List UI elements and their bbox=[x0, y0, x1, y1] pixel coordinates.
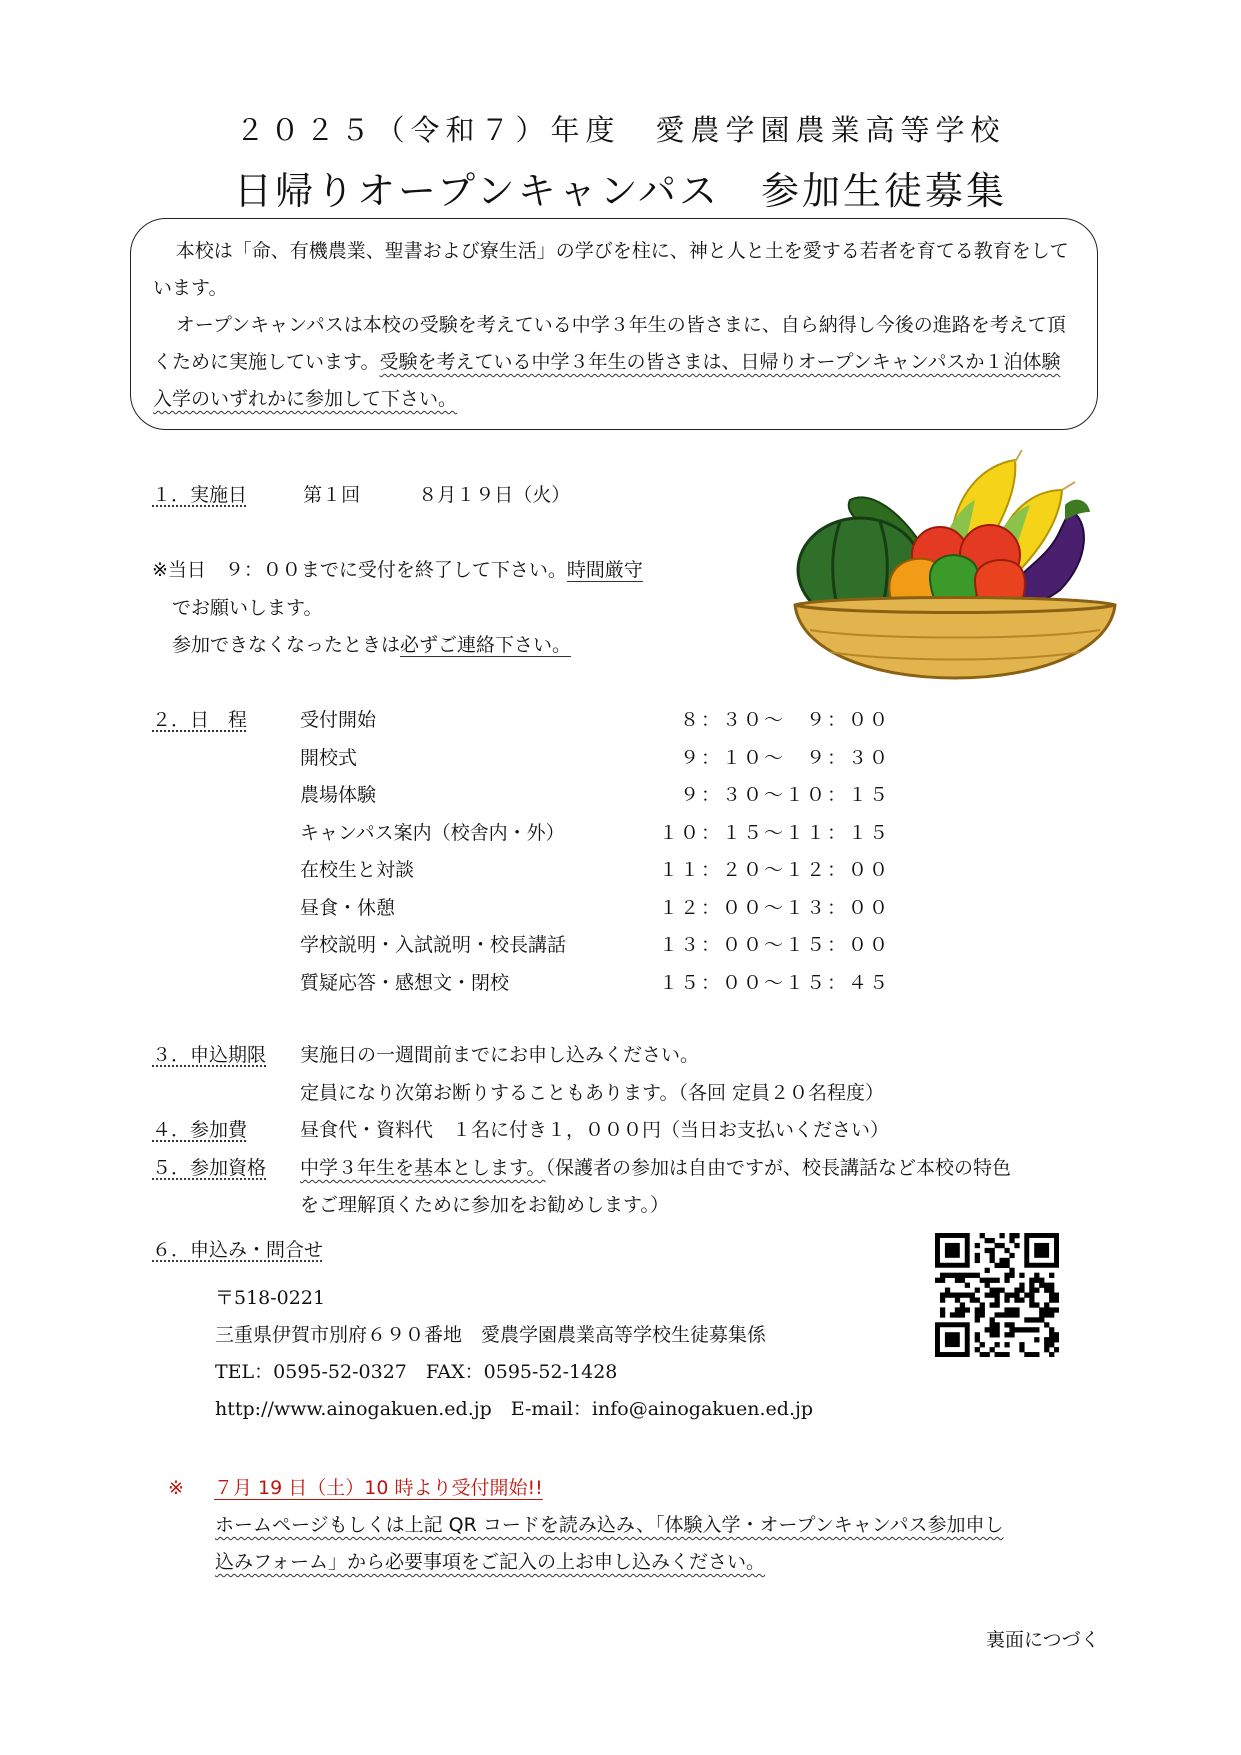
notice-headline bbox=[168, 1473, 543, 1500]
section3-line-2: 定員になり次第お断りすることもあります。（各回 定員２０名程度） bbox=[300, 1082, 885, 1104]
section4-label bbox=[152, 1115, 247, 1142]
schedule-activity: キャンパス案内（校舎内・外） bbox=[300, 821, 565, 844]
section3-label-text: ３．申込期限 bbox=[152, 1044, 267, 1066]
schedule-activity: 学校説明・入試説明・校長講話 bbox=[300, 934, 567, 956]
section1-note-1-text: ※当日 ９：００までに受付を終了して下さい。 bbox=[152, 559, 567, 581]
section1-date: ８月１９日（火） bbox=[418, 484, 571, 506]
section6-label-text: ６．申込み・問合せ bbox=[152, 1239, 324, 1261]
schedule-row bbox=[300, 968, 900, 998]
vegetable-basket-illustration bbox=[790, 450, 1120, 680]
section1-label: １．実施日 bbox=[152, 484, 248, 506]
schedule-time: ８：３０～ ９：００ bbox=[679, 709, 890, 731]
section5-line-2: をご理解頂くために参加をお勧めします。） bbox=[300, 1194, 669, 1216]
section1-note-2: でお願いします。 bbox=[172, 597, 323, 619]
schedule-time: ９：３０～１０：１５ bbox=[679, 784, 890, 806]
schedule-time: １３：００～１５：００ bbox=[658, 934, 890, 956]
schedule-activity: 開校式 bbox=[300, 746, 358, 769]
schedule-time: １１：２０～１２：００ bbox=[658, 859, 890, 881]
intro-paragraph-2 bbox=[153, 307, 1075, 418]
schedule-time: １２：００～１３：００ bbox=[658, 896, 890, 919]
schedule-activity: 受付開始 bbox=[300, 709, 377, 731]
section6-label bbox=[152, 1235, 323, 1262]
section1-round: 第１回 bbox=[303, 484, 361, 506]
section1-heading bbox=[152, 480, 570, 507]
section4-label-text: ４．参加費 bbox=[152, 1119, 248, 1141]
schedule-row bbox=[300, 930, 900, 960]
schedule-row bbox=[300, 818, 900, 848]
section5-label bbox=[152, 1153, 266, 1180]
section5-emphasis: 中学３年生を基本とします。 bbox=[300, 1157, 546, 1179]
schedule-activity: 昼食・休憩 bbox=[300, 896, 396, 919]
schedule-row bbox=[300, 893, 900, 923]
web-email[interactable]: http://www.ainogakuen.ed.jp E-mail：info@ainogakuen.ed.jp bbox=[215, 1398, 814, 1420]
title-line1: ２０２５（令和７）年度 愛農学園農業高等学校 bbox=[235, 113, 1006, 147]
section4-text: 昼食代・資料代 １名に付き１，０００円（当日お支払いください） bbox=[300, 1119, 890, 1141]
schedule-row bbox=[300, 855, 900, 885]
qr-code-icon[interactable] bbox=[935, 1233, 1059, 1357]
section1-note-1-emphasis: 時間厳守 bbox=[566, 559, 643, 581]
page-title: 日帰りオープンキャンパス 参加生徒募集 bbox=[234, 169, 1007, 213]
schedule-row bbox=[300, 743, 900, 773]
schedule-time: １０：１５～１１：１５ bbox=[658, 821, 890, 844]
notice-mark: ※ bbox=[168, 1477, 184, 1499]
section5-line-1 bbox=[300, 1153, 1011, 1180]
address: 三重県伊賀市別府６９０番地 愛農学園農業高等学校生徒募集係 bbox=[215, 1324, 767, 1346]
section1-note-3 bbox=[172, 630, 571, 657]
section1-note-3-emphasis: 必ずご連絡下さい。 bbox=[400, 634, 572, 656]
notice-line-1-text: ホームページもしくは上記 QR コードを読み込み、「体験入学・オープンキャンパス参加申し bbox=[215, 1514, 1004, 1536]
continue-on-back: 裏面につづく bbox=[986, 1629, 1100, 1651]
section2-label-text: ２．日 程 bbox=[152, 709, 248, 731]
postal-code: 〒518-0221 bbox=[215, 1287, 326, 1309]
notice-line-1 bbox=[215, 1510, 1003, 1537]
schedule-row bbox=[300, 705, 900, 735]
intro-paragraph-2-text: オープンキャンパスは本校の受験を考えている中学３年生の皆さまに、自ら納得し今後の進路を考えて頂くために実施しています。 bbox=[153, 314, 1066, 373]
schedule-activity: 質疑応答・感想文・閉校 bbox=[300, 971, 510, 994]
intro-box bbox=[130, 218, 1098, 430]
notice-line-2 bbox=[215, 1547, 765, 1574]
section1-note-1 bbox=[152, 555, 643, 582]
schedule-time: ９：１０～ ９：３０ bbox=[679, 746, 890, 769]
section5-label-text: ５．参加資格 bbox=[152, 1157, 267, 1179]
section1-note-3-text: 参加できなくなったときは bbox=[172, 634, 401, 656]
schedule-time: １５：００～１５：４５ bbox=[658, 971, 890, 994]
section2-label bbox=[152, 705, 247, 732]
tel-fax: TEL：0595-52-0327 FAX：0595-52-1428 bbox=[215, 1361, 618, 1383]
schedule-activity: 在校生と対談 bbox=[300, 859, 415, 881]
notice-line-2-text: 込みフォーム」から必要事項をご記入の上お申し込みください。 bbox=[215, 1551, 766, 1573]
schedule-row bbox=[300, 780, 900, 810]
schedule-activity: 農場体験 bbox=[300, 784, 377, 806]
intro-paragraph-1: 本校は「命、有機農業、聖書および寮生活」の学びを柱に、神と人と土を愛する若者を育てる教育をしています。 bbox=[153, 240, 1069, 299]
intro-paragraph-2-emphasis: 受験を考えている中学３年生の皆さまは、日帰りオープンキャンパスか１泊体験入学のいずれかに参加して下さい。 bbox=[153, 351, 1061, 410]
section3-line-1: 実施日の一週間前までにお申し込みください。 bbox=[300, 1044, 700, 1066]
section5-rest: （保護者の参加は自由ですが、校長講話など本校の特色 bbox=[545, 1157, 1011, 1179]
basket-icon bbox=[795, 598, 1115, 679]
section3-label bbox=[152, 1040, 266, 1067]
notice-headline-text: ７月 19 日（土）10 時より受付開始!! bbox=[214, 1477, 543, 1499]
